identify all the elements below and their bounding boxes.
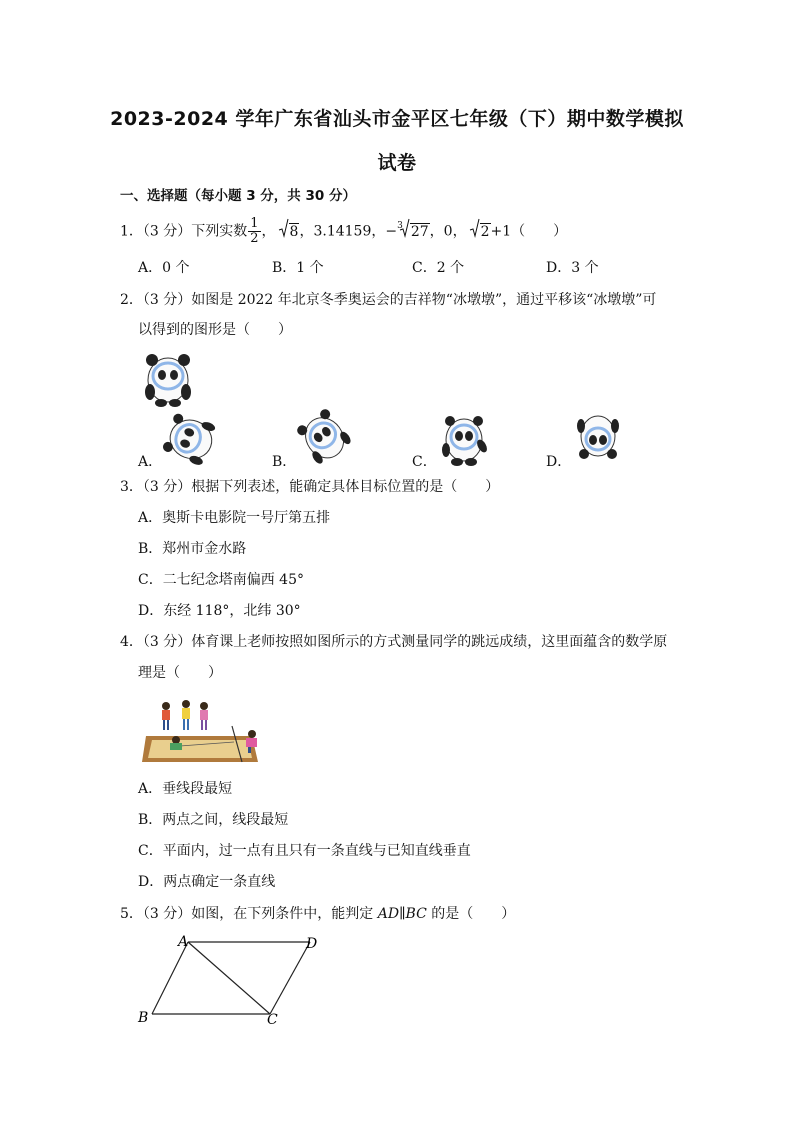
mascot-reference-image xyxy=(138,348,198,408)
exam-title-line-1: 2023-2024 学年广东省汕头市金平区七年级（下）期中数学模拟 xyxy=(110,108,684,130)
section-heading-choice: 一、选择题（每小题 3 分，共 30 分） xyxy=(120,188,356,204)
q5-parallel-symbol: ∥ xyxy=(399,906,406,922)
q5-prefix: 5．（3 分）如图，在下列条件中，能判定 xyxy=(120,906,378,922)
segment-ab xyxy=(152,942,188,1014)
exam-title-line-2: 试卷 xyxy=(377,152,417,174)
question-4-line-1: 4．（3 分）体育课上老师按照如图所示的方式测量同学的跳远成绩，这里面蕴含的数学原 xyxy=(120,634,668,650)
q1-sqrt-2-radicand: 2 xyxy=(480,223,490,240)
q4-option-b[interactable]: B．两点之间，线段最短 xyxy=(138,812,289,828)
label-c: C xyxy=(267,1012,278,1028)
q5-bc: BC xyxy=(405,906,427,922)
question-5 xyxy=(120,904,515,924)
q1-tail: +1（ ） xyxy=(490,223,568,240)
q1-cube-radicand: 27 xyxy=(410,223,429,240)
q4-option-a[interactable]: A．垂线段最短 xyxy=(138,781,233,797)
segment-dc xyxy=(270,942,310,1014)
question-2-line-2: 以得到的图形是（ ） xyxy=(138,322,292,338)
q2-option-d-image[interactable] xyxy=(570,408,626,466)
upside-down-mascot-d xyxy=(577,416,619,459)
q5-ad: AD xyxy=(377,906,400,922)
q1-neg-sign: − xyxy=(385,223,398,240)
q1-sep-3: ，0， xyxy=(429,223,467,240)
q3-option-a[interactable]: A．奥斯卡电影院一号厅第五排 xyxy=(138,510,331,526)
q4-option-d[interactable]: D．两点确定一条直线 xyxy=(138,874,276,890)
radical-sign-icon xyxy=(278,218,289,238)
q1-frac-num: 1 xyxy=(250,216,259,231)
upright-mascot-c xyxy=(442,416,489,466)
question-4-line-2: 理是（ ） xyxy=(138,665,222,681)
q5-suffix: 的是（ ） xyxy=(426,906,516,922)
label-d: D xyxy=(306,936,318,952)
long-jump-illustration xyxy=(140,696,266,766)
q3-option-b[interactable]: B．郑州市金水路 xyxy=(138,541,247,557)
q1-sep-2: ，3.14159， xyxy=(299,223,386,240)
q1-sep-1: ， xyxy=(261,223,276,240)
parallelogram-figure xyxy=(132,930,332,1030)
question-2-line-1: 2．（3 分）如图是 2022 年北京冬季奥运会的吉祥物“冰墩墩”，通过平移该“冰墩墩”可 xyxy=(120,292,657,308)
q1-cube-root-27 xyxy=(399,219,430,245)
q1-frac-den: 2 xyxy=(250,231,259,246)
q1-option-a[interactable]: A．0 个 xyxy=(138,260,190,276)
q1-option-d[interactable]: D．3 个 xyxy=(546,260,599,276)
q3-option-c[interactable]: C．二七纪念塔南偏西 45° xyxy=(138,572,304,588)
q2-option-c[interactable]: C． xyxy=(412,454,437,470)
q1-option-b[interactable]: B．1 个 xyxy=(272,260,324,276)
q1-option-c[interactable]: C．2 个 xyxy=(412,260,465,276)
q1-cube-index: 3 xyxy=(397,220,403,231)
question-1 xyxy=(120,216,568,246)
rotated-mascot-a xyxy=(161,410,218,467)
q1-fraction xyxy=(248,217,260,246)
radical-sign-icon xyxy=(399,218,410,238)
q2-option-d[interactable]: D． xyxy=(546,454,572,470)
q1-prefix: 1．（3 分）下列实数 xyxy=(120,223,248,240)
q1-sqrt-8 xyxy=(278,219,300,245)
bing-dwen-dwen-mascot xyxy=(145,354,191,407)
rotated-mascot-b xyxy=(296,408,352,466)
label-b: B xyxy=(138,1010,149,1026)
question-3: 3．（3 分）根据下列表述，能确定具体目标位置的是（ ） xyxy=(120,479,500,495)
q2-option-b-image[interactable] xyxy=(296,408,352,466)
label-a: A xyxy=(178,934,189,950)
q3-option-d[interactable]: D．东经 118°，北纬 30° xyxy=(138,603,301,619)
q1-sqrt-8-radicand: 8 xyxy=(289,223,299,240)
q2-option-a-image[interactable] xyxy=(160,410,220,468)
q2-option-a[interactable]: A． xyxy=(138,454,163,470)
q1-sqrt-2 xyxy=(469,219,491,245)
q2-option-b[interactable]: B． xyxy=(272,454,297,470)
segment-ac xyxy=(188,942,270,1014)
radical-sign-icon xyxy=(469,218,480,238)
q2-option-c-image[interactable] xyxy=(436,410,492,468)
q4-option-c[interactable]: C．平面内，过一点有且只有一条直线与已知直线垂直 xyxy=(138,843,471,859)
